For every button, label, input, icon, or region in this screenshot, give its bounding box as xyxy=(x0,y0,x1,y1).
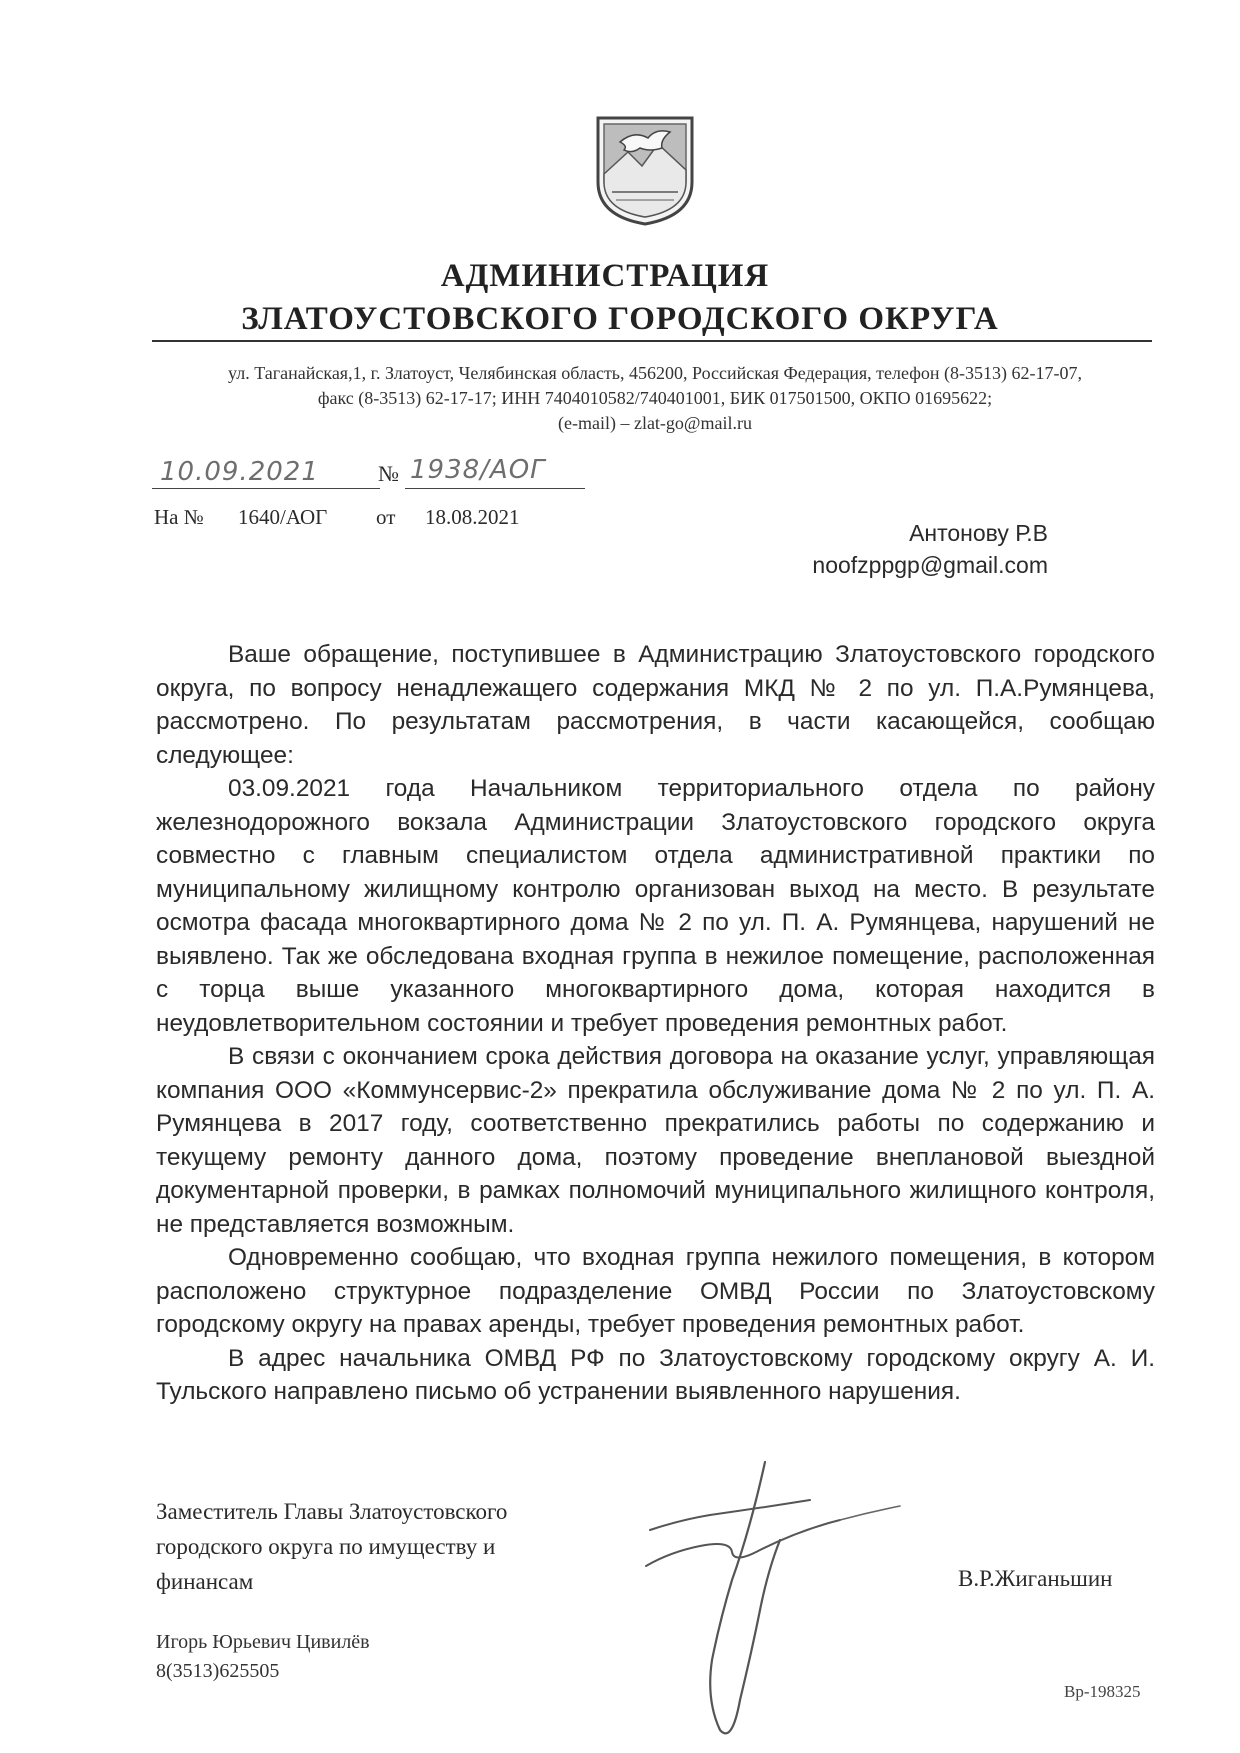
position-line3: финансам xyxy=(156,1569,254,1594)
executor-name: Игорь Юрьевич Цивилёв xyxy=(156,1631,370,1653)
body-paragraph: 03.09.2021 года Начальником территориального отдела по району железнодорожного вокзала Администрации Златоустовского городского округа совместно с главным специалистом отдела административной практики по муниципальному жилищному контролю организован выход на место. В результате осмотра фасада многоквартирного дома № 2 по ул. П. А. Румянцева, нарушений не выявлено. Так же обследована входная группа в нежилое помещение, расположенная с торца выше указанного многоквартирного дома, которая находится в неудовлетворительном состоянии и требует проведения ремонтных работ. xyxy=(156,775,1155,1037)
document-code: Вр-198325 xyxy=(1064,1682,1141,1701)
signatory-position xyxy=(156,1494,507,1599)
address-line1: ул. Таганайская,1, г. Златоуст, Челябинская область, 456200, Российская Федерация, телефон (8-3513) 62-17-07, xyxy=(228,363,1082,383)
coat-of-arms-icon xyxy=(590,112,700,228)
body-paragraph: Ваше обращение, поступившее в Администрацию Златоустовского городского округа, по вопросу ненадлежащего содержания МКД № 2 по ул. П.А.Румянцева, рассмотрено. По результатам рассмотрения, в части касающейся, сообщаю следующее: xyxy=(156,641,1155,769)
letter-body xyxy=(156,638,1155,1409)
executor-phone: 8(3513)625505 xyxy=(156,1660,280,1682)
registration-date: 10.09.2021 xyxy=(160,457,319,487)
body-paragraph: В связи с окончанием срока действия договора на оказание услуг, управляющая компания ООО «Коммунсервис-2» прекратила обслуживание дома № 2 по ул. П. А. Румянцева в 2017 году, соответственно прекратились работы по содержанию и текущему ремонту данного дома, поэтому проведение внеплановой выездной документарной проверки, в рамках полномочий муниципального жилищного контроля, не представляется возможным. xyxy=(156,1043,1155,1238)
registration-date-underline xyxy=(152,488,380,489)
org-title-line2: ЗЛАТОУСТОВСКОГО ГОРОДСКОГО ОКРУГА xyxy=(241,301,999,337)
header-divider xyxy=(152,340,1152,342)
body-paragraph: В адрес начальника ОМВД РФ по Златоустовскому городскому округу А. И. Тульского направлено письмо об устранении выявленного нарушения. xyxy=(156,1344,1155,1405)
registration-number-underline xyxy=(405,488,585,489)
registration-number: 1938/АОГ xyxy=(410,455,546,485)
reference-date: 18.08.2021 xyxy=(425,505,520,529)
registration-number-label: № xyxy=(378,461,399,486)
org-title-line1: АДМИНИСТРАЦИЯ xyxy=(440,258,770,294)
reference-label: На № xyxy=(154,505,204,529)
recipient-email: noofzppgp@gmail.com xyxy=(812,552,1048,578)
position-line2: городского округа по имуществу и xyxy=(156,1534,496,1559)
recipient-name: Антонову Р.В xyxy=(909,520,1048,546)
reference-from-label: от xyxy=(376,505,396,529)
body-paragraph: Одновременно сообщаю, что входная группа нежилого помещения, в котором расположено структурное подразделение ОМВД России по Златоустовскому городскому округу на правах аренды, требует проведения ремонтных работ. xyxy=(156,1244,1155,1338)
handwritten-signature xyxy=(640,1460,1000,1750)
signatory-name: В.Р.Жиганьшин xyxy=(958,1566,1113,1591)
reference-number: 1640/АОГ xyxy=(238,505,328,529)
address-email-line: (e-mail) – zlat-go@mail.ru xyxy=(557,413,752,433)
address-line2: факс (8-3513) 62-17-17; ИНН 7404010582/740401001, БИК 017501500, ОКПО 01695622; xyxy=(317,388,993,408)
position-line1: Заместитель Главы Златоустовского xyxy=(156,1499,508,1524)
